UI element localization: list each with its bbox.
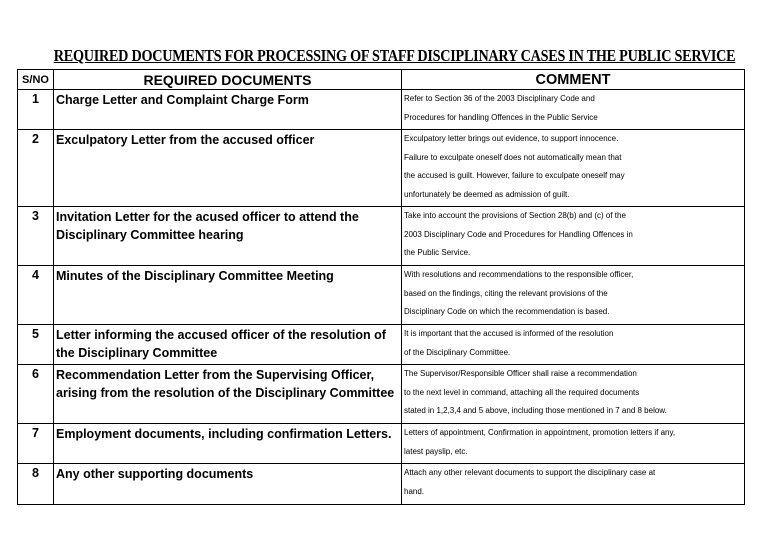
table-row <box>18 266 745 325</box>
comment-line: Attach any other relevant documents to support the disciplinary case at <box>404 468 656 477</box>
required-document: Charge Letter and Complaint Charge Form <box>54 90 402 130</box>
comment-line: Refer to Section 36 of the 2003 Disciplinary Code and <box>404 94 595 103</box>
required-document: Minutes of the Disciplinary Committee Meeting <box>54 266 402 325</box>
row-number: 2 <box>18 130 54 207</box>
comment-line: Exculpatory letter brings out evidence, to support innocence. <box>404 134 619 143</box>
row-number: 1 <box>18 90 54 130</box>
table-row <box>18 464 745 505</box>
table-row <box>18 90 745 130</box>
comment-line: Disciplinary Code on which the recommendation is based. <box>404 307 610 316</box>
comment-cell <box>402 207 745 266</box>
comment-line: 2003 Disciplinary Code and Procedures for Handling Offences in <box>404 229 633 239</box>
comment-line: stated in 1,2,3,4 and 5 above, including those mentioned in 7 and 8 below. <box>404 406 667 415</box>
documents-table <box>17 69 745 505</box>
table-body <box>18 90 745 505</box>
row-number: 4 <box>18 266 54 325</box>
row-number: 3 <box>18 207 54 266</box>
comment-line: The Supervisor/Responsible Officer shall raise a recommendation <box>404 369 637 378</box>
row-number: 6 <box>18 365 54 424</box>
row-number: 8 <box>18 464 54 505</box>
comment-cell <box>402 266 745 325</box>
comment-cell <box>402 365 745 424</box>
table-header-row <box>18 70 745 90</box>
table-row <box>18 207 745 266</box>
comment-line: unfortunately be deemed as admission of guilt. <box>404 189 570 199</box>
header-required-documents: REQUIRED DOCUMENTS <box>54 70 402 90</box>
comment-cell <box>402 464 745 505</box>
comment-line: With resolutions and recommendations to the responsible officer, <box>404 270 634 279</box>
comment-line: Failure to exculpate oneself does not automatically mean that <box>404 152 622 162</box>
header-comment: COMMENT <box>402 70 745 90</box>
row-number: 7 <box>18 424 54 464</box>
required-document: Recommendation Letter from the Supervising Officer, arising from the resolution of the Disciplinary Committee <box>54 365 402 424</box>
table-row <box>18 325 745 365</box>
comment-line: the accused is guilt. However, failure to exculpate oneself may <box>404 171 625 180</box>
required-document: Invitation Letter for the acused officer to attend the Disciplinary Committee hearing <box>54 207 402 266</box>
comment-line: Take into account the provisions of Section 28(b) and (c) of the <box>404 211 626 220</box>
comment-cell <box>402 130 745 207</box>
comment-cell <box>402 90 745 130</box>
comment-line: the Public Service. <box>404 248 471 257</box>
comment-line: hand. <box>404 486 425 496</box>
comment-line: latest payslip, etc. <box>404 446 468 456</box>
required-document: Exculpatory Letter from the accused officer <box>54 130 402 207</box>
required-document: Any other supporting documents <box>54 464 402 505</box>
table-row <box>18 365 745 424</box>
comment-cell <box>402 325 745 365</box>
header-sno: S/NO <box>18 70 54 90</box>
row-number: 5 <box>18 325 54 365</box>
table-row <box>18 130 745 207</box>
page-title: REQUIRED DOCUMENTS FOR PROCESSING OF STAFF DISCIPLINARY CASES IN THE PUBLIC SERVICE <box>53 46 736 65</box>
comment-cell <box>402 424 745 464</box>
comment-line: Procedures for handling Offences in the Public Service <box>404 112 598 122</box>
comment-line: to the next level in command, attaching all the required documents <box>404 387 640 397</box>
comment-line: Letters of appointment, Confirmation in appointment, promotion letters if any, <box>404 428 676 437</box>
table-row <box>18 424 745 464</box>
comment-line: of the Disciplinary Committee. <box>404 347 511 357</box>
required-document: Employment documents, including confirmation Letters. <box>54 424 402 464</box>
comment-line: It is important that the accused is informed of the resolution <box>404 329 614 338</box>
required-document: Letter informing the accused officer of the resolution of the Disciplinary Committee <box>54 325 402 365</box>
comment-line: based on the findings, citing the relevant provisions of the <box>404 288 608 298</box>
